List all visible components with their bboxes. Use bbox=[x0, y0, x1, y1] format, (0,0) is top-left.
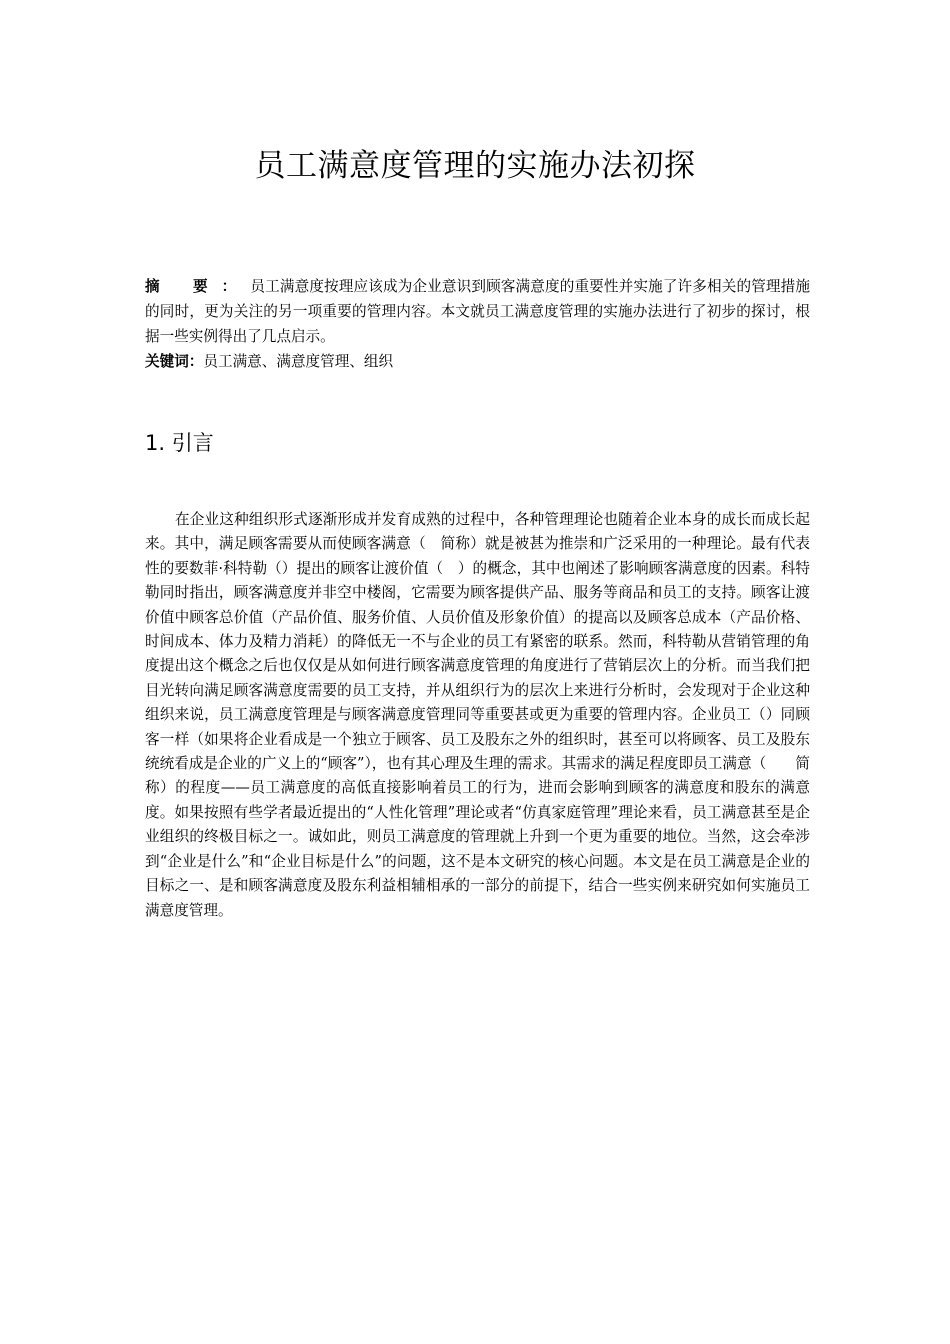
abstract-label: 摘 要： bbox=[145, 278, 251, 295]
abstract-text: 员工满意度按理应该成为企业意识到顾客满意度的重要性并实施了许多相关的管理措施的同时，更为关注的另一项重要的管理内容。本文就员工满意度管理的实施办法进行了初步的探讨，根据一些实例得出了几点启示。 bbox=[145, 278, 810, 345]
keywords-block bbox=[145, 349, 810, 374]
abstract-block bbox=[145, 274, 810, 349]
keywords-text: 员工满意、满意度管理、组织 bbox=[203, 353, 394, 370]
introduction-paragraph: 在企业这种组织形式逐渐形成并发育成熟的过程中，各种管理理论也随着企业本身的成长而成长起来。其中，满足顾客需要从而使顾客满意（ 简称）就是被甚为推崇和广泛采用的一种理论。最有代表性的要数菲·科特勒（）提出的顾客让渡价值（ ）的概念，其中也阐述了影响顾客满意度的因素。科特勒同时指出，顾客满意度并非空中楼阁，它需要为顾客提供产品、服务等商品和员工的支持。顾客让渡价值中顾客总价值（产品价值、服务价值、人员价值及形象价值）的提高以及顾客总成本（产品价格、时间成本、体力及精力消耗）的降低无一不与企业的员工有紧密的联系。然而，科特勒从营销管理的角度提出这个概念之后也仅仅是从如何进行顾客满意度管理的角度进行了营销层次上的分析。而当我们把目光转向满足顾客满意度需要的员工支持，并从组织行为的层次上来进行分析时，会发现对于企业这种组织来说，员工满意度管理是与顾客满意度管理同等重要甚或更为重要的管理内容。企业员工（）同顾客一样（如果将企业看成是一个独立于顾客、员工及股东之外的组织时，甚至可以将顾客、员工及股东统统看成是企业的广义上的“顾客”），也有其心理及生理的需求。其需求的满足程度即员工满意（ 简称）的程度——员工满意度的高低直接影响着员工的行为，进而会影响到顾客的满意度和股东的满意度。如果按照有些学者最近提出的“人性化管理”理论或者“仿真家庭管理”理论来看，员工满意甚至是企业组织的终极目标之一。诚如此，则员工满意度的管理就上升到一个更为重要的地位。当然，这会牵涉到“企业是什么”和“企业目标是什么”的问题，这不是本文研究的核心问题。本文是在员工满意是企业的目标之一、是和顾客满意度及股东利益相辅相承的一部分的前提下，结合一些实例来研究如何实施员工满意度管理。 bbox=[145, 511, 810, 919]
document-title: 员工满意度管理的实施办法初探 bbox=[254, 148, 696, 184]
section-heading-introduction: 1. 引言 bbox=[145, 431, 214, 455]
keywords-label: 关键词： bbox=[145, 353, 204, 370]
